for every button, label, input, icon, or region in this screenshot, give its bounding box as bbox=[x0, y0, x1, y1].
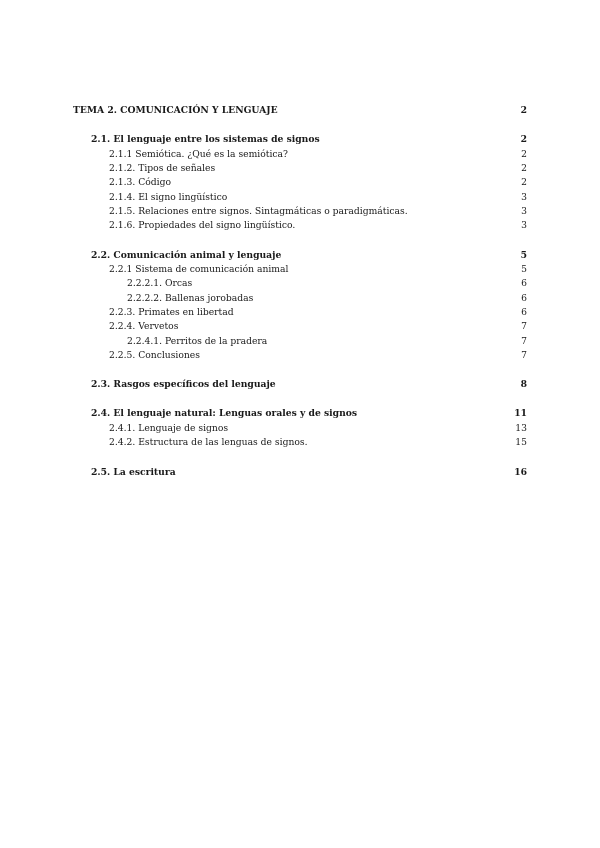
toc-entry-subsection[interactable] bbox=[0, 176, 600, 190]
toc-entry-page: 6 bbox=[521, 293, 527, 304]
toc-entry-section[interactable] bbox=[0, 378, 600, 392]
toc-entry-page: 2 bbox=[521, 177, 527, 188]
toc-entry-page: 2 bbox=[520, 105, 527, 116]
toc-entry-section[interactable] bbox=[0, 407, 600, 421]
toc-entry-label: 2.2.3. Primates en libertad bbox=[109, 307, 234, 318]
toc-entry-label: 2.1.1 Semiótica. ¿Qué es la semiótica? bbox=[109, 149, 288, 160]
toc-entry-chapter[interactable] bbox=[0, 104, 600, 118]
toc-entry-label: 2.1.5. Relaciones entre signos. Sintagmáticas o paradigmáticas. bbox=[109, 206, 408, 217]
toc-entry-label: 2.2.2.1. Orcas bbox=[127, 278, 193, 289]
toc-entry-page: 2 bbox=[521, 163, 527, 174]
toc-entry-page: 3 bbox=[521, 192, 527, 203]
toc-entry-label: 2.2.2.2. Ballenas jorobadas bbox=[127, 293, 254, 304]
toc-entry-page: 5 bbox=[521, 264, 527, 275]
toc-entry-page: 2 bbox=[521, 149, 527, 160]
toc-entry-label: 2.1.2. Tipos de señales bbox=[109, 163, 216, 174]
toc-entry-page: 7 bbox=[521, 350, 527, 361]
toc-entry-label: 2.3. Rasgos específicos del lenguaje bbox=[91, 379, 276, 390]
toc-entry-section[interactable] bbox=[0, 133, 600, 147]
toc-entry-page: 11 bbox=[514, 408, 527, 419]
toc-entry-page: 8 bbox=[520, 379, 527, 390]
toc-entry-page: 5 bbox=[520, 250, 527, 261]
toc-entry-page: 7 bbox=[521, 336, 527, 347]
toc-entry-subsection[interactable] bbox=[0, 148, 600, 162]
toc-entry-section[interactable] bbox=[0, 249, 600, 263]
toc-entry-subsection[interactable] bbox=[0, 436, 600, 450]
toc-entry-label: 2.4. El lenguaje natural: Lenguas orales y de signos bbox=[91, 408, 358, 419]
toc-entry-subsection[interactable] bbox=[0, 306, 600, 320]
toc-entry-page: 6 bbox=[521, 307, 527, 318]
toc-entry-section[interactable] bbox=[0, 466, 600, 480]
toc-entry-label: 2.1.4. El signo lingüístico bbox=[109, 192, 228, 203]
toc-entry-label: TEMA 2. COMUNICACIÓN Y LENGUAJE bbox=[73, 105, 278, 116]
toc-entry-subsection[interactable] bbox=[0, 191, 600, 205]
toc-entry-label: 2.5. La escritura bbox=[91, 467, 176, 478]
toc-entry-page: 16 bbox=[514, 467, 527, 478]
toc-entry-subsection[interactable] bbox=[0, 263, 600, 277]
toc-entry-label: 2.1. El lenguaje entre los sistemas de signos bbox=[91, 134, 320, 145]
toc-entry-page: 2 bbox=[520, 134, 527, 145]
toc-entry-label: 2.2.5. Conclusiones bbox=[109, 350, 200, 361]
toc-entry-label: 2.2.4.1. Perritos de la pradera bbox=[127, 336, 268, 347]
toc-entry-subsubsection[interactable] bbox=[0, 335, 600, 349]
toc-entry-subsection[interactable] bbox=[0, 422, 600, 436]
toc-entry-label: 2.4.2. Estructura de las lenguas de signos. bbox=[109, 437, 308, 448]
toc-entry-subsubsection[interactable] bbox=[0, 277, 600, 291]
toc-entry-subsection[interactable] bbox=[0, 349, 600, 363]
toc-entry-page: 6 bbox=[521, 278, 527, 289]
toc-entry-label: 2.2.1 Sistema de comunicación animal bbox=[109, 264, 289, 275]
toc-entry-subsection[interactable] bbox=[0, 219, 600, 233]
toc-entry-page: 3 bbox=[521, 220, 527, 231]
toc-entry-page: 3 bbox=[521, 206, 527, 217]
toc-entry-page: 7 bbox=[521, 321, 527, 332]
toc-entry-label: 2.4.1. Lenguaje de signos bbox=[109, 423, 229, 434]
toc-entry-label: 2.2. Comunicación animal y lenguaje bbox=[91, 250, 282, 261]
toc-entry-page: 13 bbox=[515, 423, 527, 434]
toc-entry-label: 2.2.4. Vervetos bbox=[109, 321, 179, 332]
toc-entry-subsection[interactable] bbox=[0, 205, 600, 219]
toc-entry-label: 2.1.3. Código bbox=[109, 177, 172, 188]
toc-entry-page: 15 bbox=[515, 437, 527, 448]
toc-entry-subsection[interactable] bbox=[0, 162, 600, 176]
toc-entry-subsubsection[interactable] bbox=[0, 292, 600, 306]
toc-entry-label: 2.1.6. Propiedades del signo lingüístico. bbox=[109, 220, 296, 231]
toc-entry-subsection[interactable] bbox=[0, 320, 600, 334]
